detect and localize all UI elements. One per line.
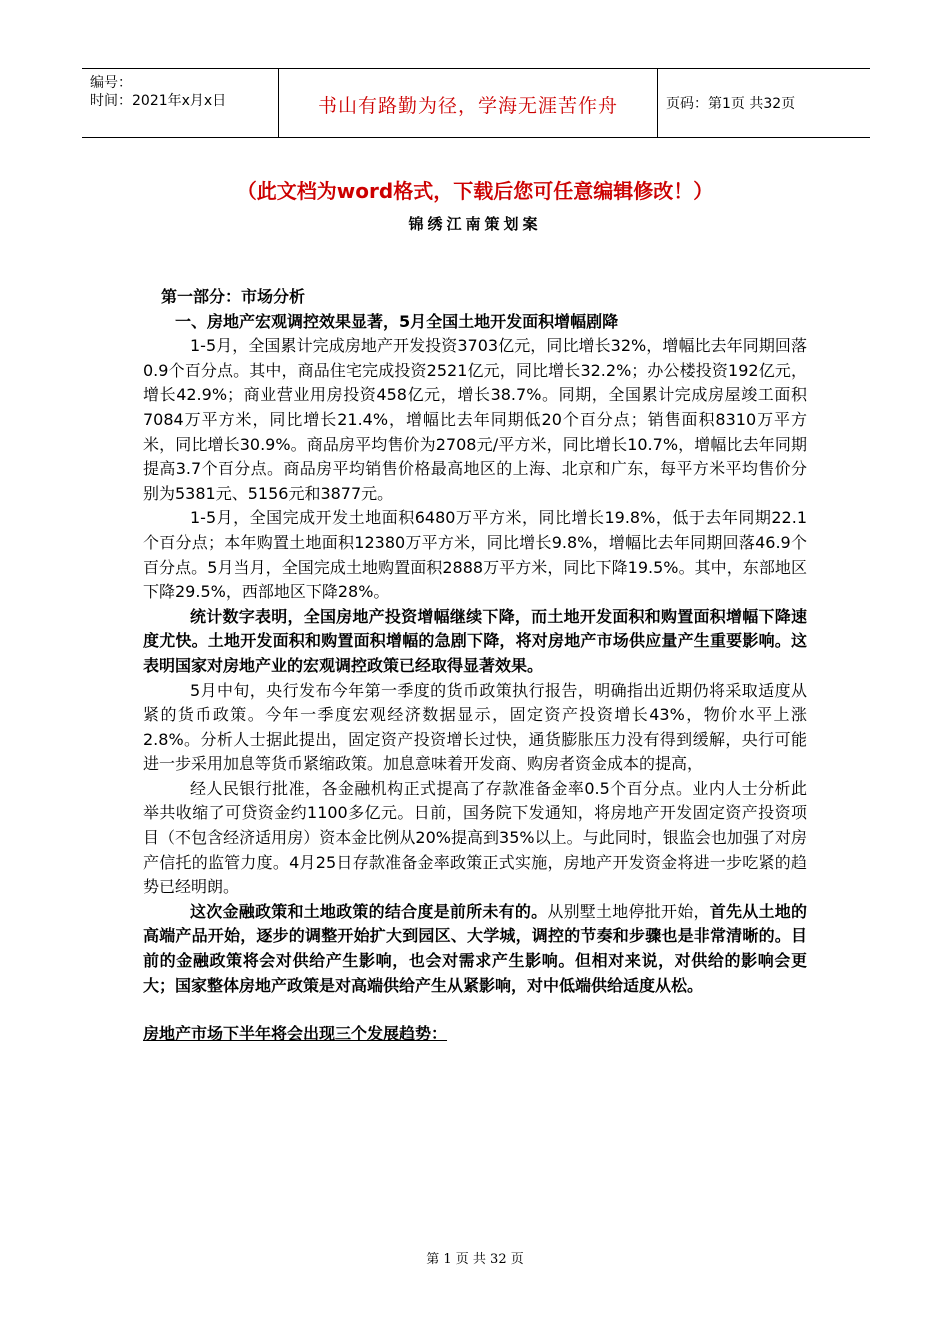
document-time-label: 时间：2021年x月x日: [90, 93, 227, 109]
paragraph-monetary-policy: 5月中旬，央行发布今年第一季度的货币政策执行报告，明确指出近期仍将采取适度从紧的货币政策。今年一季度宏观经济数据显示，固定资产投资增长43%，物价水平上涨2.8%。分析人士据此提出，固定资产投资增长过快，通货膨胀压力没有得到缓解，央行可能进一步采用加息等货币紧缩政策。加息意味着开发商、购房者资金成本的提高，: [143, 680, 807, 774]
header-motto-cell: [279, 69, 658, 137]
paragraph-investment: 1-5月，全国累计完成房地产开发投资3703亿元，同比增长32%，增幅比去年同期回落0.9个百分点。其中，商品住宅完成投资2521亿元，同比增长32.2%；办公楼投资192亿元，增长42.9%；商业营业用房投资458亿元，增长38.7%。同期，全国累计完成房屋竣工面积7084万平方米，同比增长21.4%，增幅比去年同期低20个百分点；销售面积8310万平方米，同比增长30.9%。商品房平均售价为2708元/平方米，同比增长10.7%，增幅比去年同期提高3.7个百分点。商品房平均销售价格最高地区的上海、北京和广东，每平方米平均售价分别为5381元、5156元和3877元。: [143, 336, 807, 503]
paragraph-land: 1-5月，全国完成开发土地面积6480万平方米，同比增长19.8%，低于去年同期22.1个百分点；本年购置土地面积12380万平方米，同比增长9.8%，增幅比去年同期回落46.9个百分点。5月当月，全国完成土地购置面积2888万平方米，同比下降19.5%。其中，东部地区下降29.5%，西部地区下降28%。: [143, 508, 807, 602]
page-code-label: 页码：第1页 共32页: [666, 96, 796, 112]
paragraph-statistics: 统计数字表明，全国房地产投资增幅继续下降，而土地开发面积和购置面积增幅下降速度尤快。土地开发面积和购置面积增幅的急剧下降，将对房地产市场供应量产生重要影响。这表明国家对房地产业的宏观调控政策已经取得显著效果。: [143, 606, 807, 675]
header-table: [82, 68, 870, 138]
document-body: [143, 285, 807, 1047]
trends-subheading: 房地产市场下半年将会出现三个发展趋势：: [143, 1024, 448, 1044]
page-footer: 第 1 页 共 32 页: [426, 1252, 524, 1267]
document-number-label: 编号：: [90, 75, 132, 91]
paragraph-policy-combination: [143, 900, 807, 998]
page-title: 锦绣江南策划案: [408, 215, 542, 233]
paragraph-reserve-ratio: 经人民银行批准，各金融机构正式提高了存款准备金率0.5个百分点。业内人士分析此举共收缩了可贷资金约1100多亿元。日前，国务院下发通知，将房地产开发固定资产投资项目（不包含经济适用房）资本金比例从20%提高到35%以上。与此同时，银监会也加强了对房产信托的监管力度。4月25日存款准备金率政策正式实施，房地产开发资金将进一步吃紧的趋势已经明朗。: [143, 778, 807, 897]
part-heading: 第一部分：市场分析: [161, 287, 306, 306]
header-motto: 书山有路勤为径，学海无涯苦作舟: [317, 95, 618, 117]
policy-bold-text: 首先从土地的高端产品开始，逐步的调整开始扩大到园区、大学城，调控的节奏和步骤也是非常清晰的。目前的金融政策将会对供给产生影响，也会对需求产生影响。但相对来说，对供给的影响会更大；国家整体房地产政策是对高端供给产生从紧影响，对中低端供给适度从松。: [143, 901, 807, 995]
editable-notice: （此文档为word格式，下载后您可任意编辑修改！）: [236, 179, 714, 203]
section-heading: 一、房地产宏观调控效果显著，5月全国土地开发面积增幅剧降: [175, 311, 619, 331]
policy-lead-sentence: 这次金融政策和土地政策的结合度是前所未有的。: [190, 901, 548, 921]
policy-plain-text: 从别墅土地停批开始，: [547, 901, 710, 921]
header-info-cell: [82, 69, 279, 137]
header-page-cell: [658, 69, 870, 137]
